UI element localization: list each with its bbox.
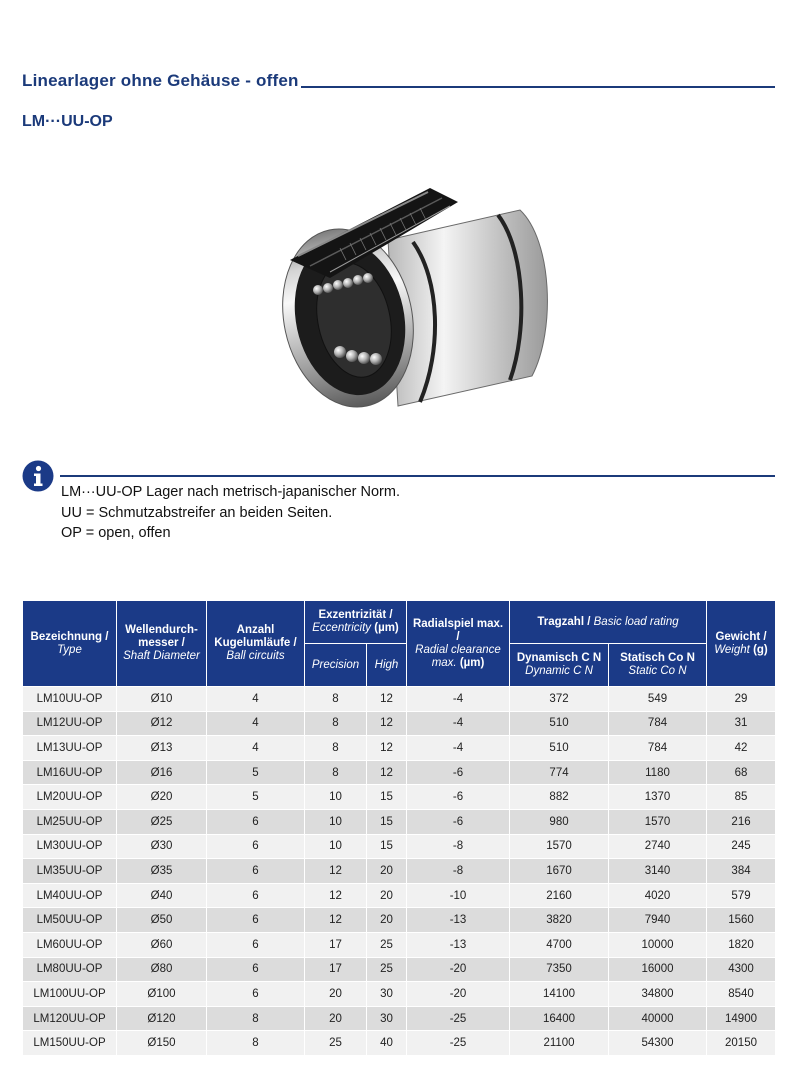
title-rule [301,86,775,88]
header-type: Bezeichnung / Type [23,601,117,687]
cell-dynamic-load: 14100 [510,982,609,1007]
header-shaft-diameter: Wellendurch-messer / Shaft Diameter [117,601,207,687]
page-title-row [22,71,775,91]
cell-ball-circuits: 6 [207,859,305,884]
cell-precision: 12 [305,883,367,908]
cell-static-load: 16000 [609,957,707,982]
cell-ball-circuits: 6 [207,932,305,957]
cell-radial-clearance: -25 [407,1031,510,1056]
cell-dynamic-load: 510 [510,736,609,761]
header-radial-clearance: Radialspiel max. / Radial clearance max. (µm) [407,601,510,687]
cell-ball-circuits: 4 [207,711,305,736]
header-weight: Gewicht / Weight (g) [707,601,776,687]
cell-type: LM16UU-OP [23,760,117,785]
header-load-rating: Tragzahl / Basic load rating [510,601,707,644]
cell-high: 30 [367,982,407,1007]
cell-type: LM60UU-OP [23,932,117,957]
cell-shaft-diameter: Ø150 [117,1031,207,1056]
header-eccentricity: Exzentrizität / Eccentricity (µm) [305,601,407,644]
cell-precision: 20 [305,982,367,1007]
cell-static-load: 4020 [609,883,707,908]
cell-shaft-diameter: Ø10 [117,687,207,712]
cell-type: LM20UU-OP [23,785,117,810]
cell-precision: 20 [305,1006,367,1031]
cell-static-load: 3140 [609,859,707,884]
cell-radial-clearance: -20 [407,957,510,982]
cell-high: 12 [367,711,407,736]
cell-shaft-diameter: Ø40 [117,883,207,908]
cell-type: LM80UU-OP [23,957,117,982]
cell-ball-circuits: 5 [207,760,305,785]
cell-dynamic-load: 1570 [510,834,609,859]
cell-ball-circuits: 4 [207,736,305,761]
cell-precision: 10 [305,834,367,859]
cell-high: 25 [367,932,407,957]
table-row [23,932,776,957]
cell-high: 12 [367,687,407,712]
cell-ball-circuits: 6 [207,834,305,859]
table-header-row [23,601,776,644]
cell-high: 15 [367,809,407,834]
cell-high: 20 [367,883,407,908]
cell-radial-clearance: -6 [407,809,510,834]
cell-ball-circuits: 6 [207,957,305,982]
cell-weight: 42 [707,736,776,761]
cell-dynamic-load: 3820 [510,908,609,933]
header-dynamic-load: Dynamisch C N Dynamic C N [510,644,609,687]
cell-radial-clearance: -10 [407,883,510,908]
cell-precision: 12 [305,908,367,933]
cell-static-load: 7940 [609,908,707,933]
cell-ball-circuits: 6 [207,908,305,933]
header-ball-circuits: Anzahl Kugelumläufe / Ball circuits [207,601,305,687]
cell-weight: 579 [707,883,776,908]
cell-type: LM30UU-OP [23,834,117,859]
table-body [23,687,776,1056]
table-row [23,883,776,908]
cell-dynamic-load: 2160 [510,883,609,908]
cell-weight: 29 [707,687,776,712]
cell-shaft-diameter: Ø12 [117,711,207,736]
cell-type: LM120UU-OP [23,1006,117,1031]
cell-weight: 216 [707,809,776,834]
cell-dynamic-load: 7350 [510,957,609,982]
cell-static-load: 40000 [609,1006,707,1031]
cell-precision: 25 [305,1031,367,1056]
cell-precision: 8 [305,760,367,785]
cell-ball-circuits: 5 [207,785,305,810]
cell-static-load: 1370 [609,785,707,810]
cell-radial-clearance: -4 [407,736,510,761]
table-row [23,859,776,884]
cell-type: LM10UU-OP [23,687,117,712]
cell-ball-circuits: 8 [207,1031,305,1056]
cell-high: 25 [367,957,407,982]
info-note-uu: UU = Schmutzabstreifer an beiden Seiten. [61,504,333,521]
cell-high: 30 [367,1006,407,1031]
cell-shaft-diameter: Ø16 [117,760,207,785]
info-notes [61,482,400,544]
cell-weight: 20150 [707,1031,776,1056]
table-row [23,957,776,982]
table-row [23,760,776,785]
cell-ball-circuits: 6 [207,883,305,908]
table-row [23,1031,776,1056]
cell-type: LM50UU-OP [23,908,117,933]
cell-dynamic-load: 16400 [510,1006,609,1031]
cell-dynamic-load: 4700 [510,932,609,957]
cell-shaft-diameter: Ø13 [117,736,207,761]
cell-shaft-diameter: Ø20 [117,785,207,810]
cell-static-load: 784 [609,736,707,761]
cell-high: 20 [367,859,407,884]
cell-weight: 1820 [707,932,776,957]
cell-ball-circuits: 8 [207,1006,305,1031]
cell-radial-clearance: -6 [407,785,510,810]
cell-shaft-diameter: Ø120 [117,1006,207,1031]
cell-high: 40 [367,1031,407,1056]
info-note-standard: LM···UU-OP Lager nach metrisch-japanischer Norm. [61,484,400,500]
cell-radial-clearance: -4 [407,687,510,712]
table-row [23,834,776,859]
cell-precision: 8 [305,736,367,761]
cell-static-load: 10000 [609,932,707,957]
table-row [23,908,776,933]
cell-precision: 17 [305,957,367,982]
table-row [23,785,776,810]
cell-dynamic-load: 372 [510,687,609,712]
cell-weight: 4300 [707,957,776,982]
cell-precision: 10 [305,785,367,810]
cell-weight: 1560 [707,908,776,933]
page-title: Linearlager ohne Gehäuse - offen [22,71,299,90]
info-rule [60,475,775,477]
cell-weight: 68 [707,760,776,785]
cell-shaft-diameter: Ø30 [117,834,207,859]
cell-shaft-diameter: Ø80 [117,957,207,982]
cell-weight: 245 [707,834,776,859]
cell-dynamic-load: 21100 [510,1031,609,1056]
cell-precision: 10 [305,809,367,834]
cell-dynamic-load: 980 [510,809,609,834]
cell-type: LM100UU-OP [23,982,117,1007]
cell-dynamic-load: 510 [510,711,609,736]
cell-weight: 85 [707,785,776,810]
cell-static-load: 549 [609,687,707,712]
cell-precision: 8 [305,711,367,736]
cell-shaft-diameter: Ø35 [117,859,207,884]
cell-precision: 12 [305,859,367,884]
cell-high: 12 [367,736,407,761]
cell-radial-clearance: -20 [407,982,510,1007]
cell-type: LM40UU-OP [23,883,117,908]
cell-radial-clearance: -25 [407,1006,510,1031]
cell-high: 12 [367,760,407,785]
cell-radial-clearance: -8 [407,834,510,859]
cell-static-load: 34800 [609,982,707,1007]
header-static-load: Statisch Co N Static Co N [609,644,707,687]
cell-type: LM12UU-OP [23,711,117,736]
cell-weight: 31 [707,711,776,736]
info-note-op: OP = open, offen [61,525,171,541]
cell-static-load: 1570 [609,809,707,834]
table-row [23,711,776,736]
cell-high: 15 [367,834,407,859]
cell-weight: 14900 [707,1006,776,1031]
cell-shaft-diameter: Ø60 [117,932,207,957]
cell-high: 20 [367,908,407,933]
product-series: LM···UU-OP [22,113,113,130]
table-row [23,982,776,1007]
cell-weight: 384 [707,859,776,884]
cell-ball-circuits: 6 [207,982,305,1007]
cell-precision: 17 [305,932,367,957]
table-row [23,1006,776,1031]
cell-ball-circuits: 4 [207,687,305,712]
cell-dynamic-load: 774 [510,760,609,785]
cell-radial-clearance: -8 [407,859,510,884]
table-row [23,687,776,712]
cell-high: 15 [367,785,407,810]
table-row [23,809,776,834]
header-high: High [367,644,407,687]
cell-radial-clearance: -13 [407,932,510,957]
info-icon [22,460,54,492]
cell-type: LM25UU-OP [23,809,117,834]
cell-type: LM150UU-OP [23,1031,117,1056]
cell-shaft-diameter: Ø25 [117,809,207,834]
cell-static-load: 1180 [609,760,707,785]
cell-shaft-diameter: Ø100 [117,982,207,1007]
cell-radial-clearance: -6 [407,760,510,785]
cell-precision: 8 [305,687,367,712]
specification-table [22,600,776,1056]
table-row [23,736,776,761]
cell-type: LM13UU-OP [23,736,117,761]
cell-type: LM35UU-OP [23,859,117,884]
cell-radial-clearance: -4 [407,711,510,736]
cell-static-load: 54300 [609,1031,707,1056]
linear-bearing-image [270,180,555,420]
cell-static-load: 784 [609,711,707,736]
cell-static-load: 2740 [609,834,707,859]
header-precision: Precision [305,644,367,687]
cell-weight: 8540 [707,982,776,1007]
cell-dynamic-load: 882 [510,785,609,810]
cell-radial-clearance: -13 [407,908,510,933]
cell-ball-circuits: 6 [207,809,305,834]
cell-dynamic-load: 1670 [510,859,609,884]
cell-shaft-diameter: Ø50 [117,908,207,933]
